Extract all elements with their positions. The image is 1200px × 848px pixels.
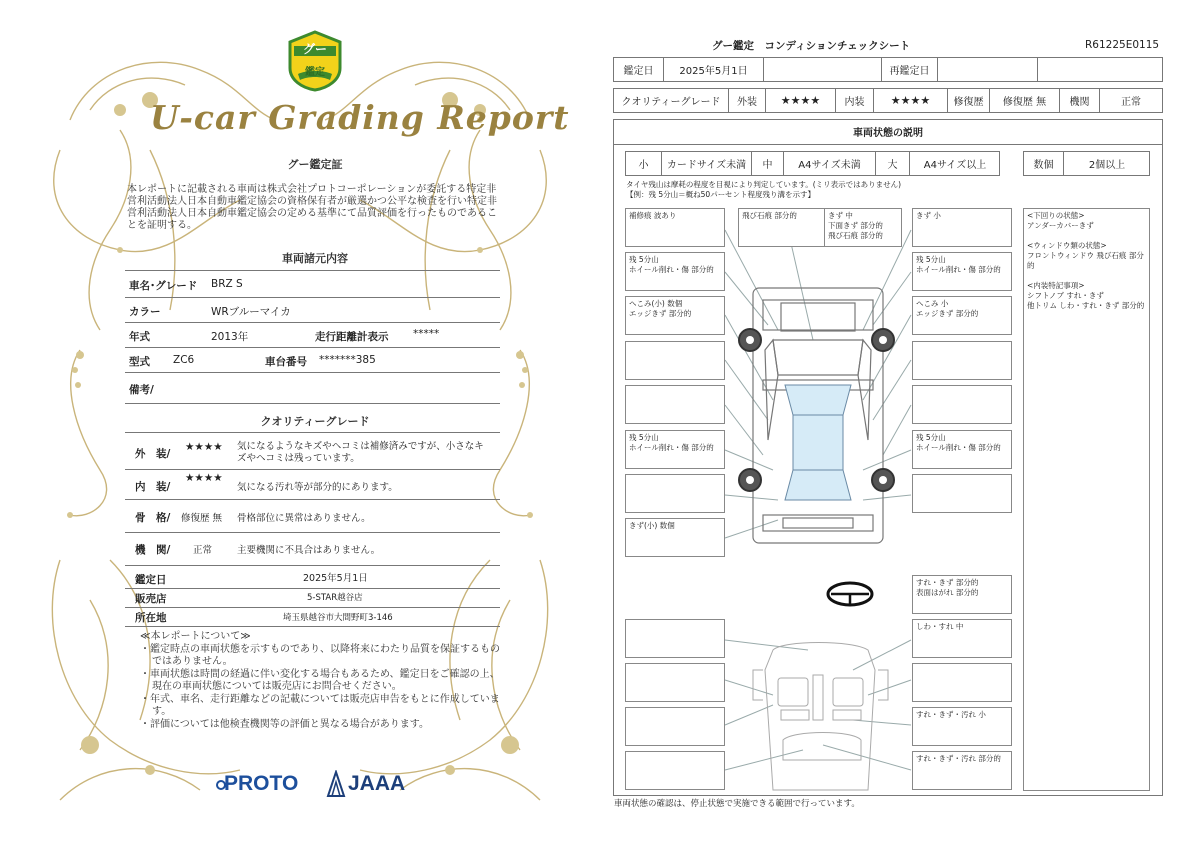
report-notes [140,631,500,731]
redate-label: 再鑑定日 [882,58,938,81]
count-desc: 2個以上 [1088,160,1126,171]
exterior-stars: ★★★★ [185,441,223,453]
address-label: 所在地 [135,612,167,624]
color-label: カラー [129,306,161,318]
year-label: 年式 [129,331,150,343]
count-legend [1023,151,1150,176]
damage-note-right [912,341,1012,380]
model-label: 型式 [129,356,150,368]
info-row-date [125,566,500,589]
damage-note-left: 残 5分山 ホイール削れ・傷 部分的 [625,252,725,291]
damage-note-left: 補修痕 波あり [625,208,725,247]
cert-date-value: 2025年5月1日 [303,573,368,584]
size-legend [625,151,1000,176]
interior-note-right: すれ・きず・汚れ 小 [912,707,1012,746]
footer-logos [210,768,410,804]
size-mid-desc: A4サイズ未満 [784,152,876,175]
sheet-engine-value: 正常 [1121,97,1141,108]
sheet-number: R61225E0115 [1085,39,1160,51]
engine-text: 主要機関に不具合はありません。 [237,545,381,556]
interior-stars: ★★★★ [185,472,223,484]
note-item: ・評価については他検査機関等の評価と異なる場合があります。 [140,718,429,730]
color-value: WRブルーマイカ [211,306,291,318]
date-row [613,57,1163,82]
spec-row-name [125,270,500,298]
count-label: 数個 [1024,152,1064,175]
damage-note-left: へこみ(小) 数個 エッジきず 部分的 [625,296,725,335]
note-item: ・鑑定時点の車両状態を示すものであり、以降将来にわたり品質を保証するものではありません。 [140,643,500,667]
size-mid: 中 [752,152,784,175]
chassis-label: 車台番号 [265,356,307,368]
redate-value [938,58,1038,81]
spec-row-color [125,297,500,323]
remarks-label: 備考/ [129,384,154,396]
quality-heading: クオリティーグレード [260,415,370,428]
note-item: ・車両状態は時間の経過に伴い変化する場合もあるため、鑑定日をご確認の上、現在の車両状態については販売店にお問合せください。 [140,668,500,692]
interior-note-right: しわ・すれ 中 [912,619,1012,658]
size-large-desc: A4サイズ以上 [923,160,987,171]
script-title: U-car Grading Report [150,98,570,137]
sheet-interior-label: 内装 [836,89,874,112]
engine-label: 機 関/ [135,544,171,556]
frame-text: 骨格部位に異常はありません。 [237,513,371,524]
size-large: 大 [876,152,910,175]
sheet-interior-stars: ★★★★ [874,89,948,112]
interior-note-left [625,619,725,658]
certificate-intro: 本レポートに記載される車両は株式会社プロトコーポレーションが委託する特定非営利活動法人日本自動車鑑定協会の資格保有者が厳選かつ公平な検査を行い特定非営利活動法人日本自動車鑑定協会の定める基準にて品質評価を行ったものであることを証明する。 [127,184,497,231]
condition-heading: 車両状態の説明 [613,119,1163,145]
interior-note-left [625,663,725,702]
spec-row-remarks [125,373,500,404]
damage-note-left [625,385,725,424]
repair-label: 修復歴 [948,89,990,112]
interior-note-right: すれ・きず・汚れ 部分的 [912,751,1012,790]
spec-row-year [125,323,500,348]
sheet-engine-label: 機関 [1060,89,1100,112]
mileage-label: 走行距離計表示 [315,331,389,343]
special-notes: <下回りの状態> アンダーカバーきず <ウィンドウ類の状態> フロントウィンドウ 飛び石痕 部分的 <内装特記事項> シフトノブ すれ・きず 他トリム しわ・すれ・きず 部分的 [1023,208,1150,791]
blank-cell [764,58,882,81]
note-item: ・年式、車名、走行距離などの記載については販売店申告をもとに作成しています。 [140,693,500,717]
info-row-address [125,608,500,627]
address-value: 埼玉県越谷市大間野町3-146 [283,613,393,623]
quality-row-exterior [125,432,500,470]
damage-note-left [625,474,725,513]
sheet-date-value: 2025年5月1日 [664,58,764,81]
interior-label: 内 装/ [135,481,171,493]
chassis-value: *******385 [319,354,376,366]
interior-text: 気になる汚れ等が部分的にあります。 [237,482,398,493]
damage-note-right: 残 5分山 ホイール削れ・傷 部分的 [912,252,1012,291]
model-value: ZC6 [173,354,195,366]
spec-row-model [125,348,500,373]
quality-row-interior [125,469,500,500]
damage-note-top-center: きず 中 下面きず 部分的 飛び石痕 部分的 [824,208,902,247]
size-small: 小 [626,152,662,175]
shop-label: 販売店 [135,593,167,605]
interior-note-left [625,751,725,790]
damage-note-left: きず(小) 数個 [625,518,725,557]
quality-row-engine [125,533,500,566]
sheet-exterior-stars: ★★★★ [766,89,836,112]
quality-label: クオリティーグレード [614,89,729,112]
damage-note-left: 残 5分山 ホイール削れ・傷 部分的 [625,430,725,469]
jaaa-mark-icon [326,770,346,798]
frame-value: 修復歴 無 [181,513,223,524]
exterior-text: 気になるようなキズやヘコミは補修済みですが、小さなキズやヘコミは残っています。 [237,441,484,464]
frame-label: 骨 格/ [135,512,171,524]
sheet-date-label: 鑑定日 [614,58,664,81]
damage-note-top: 飛び石痕 部分的 [738,208,838,247]
badge-text-kantei: 鑑定 [305,67,325,78]
shop-value: 5-STAR越谷店 [307,593,363,603]
damage-note-right: きず 小 [912,208,1012,247]
interior-note-left [625,707,725,746]
damage-note-right: へこみ 小 エッジきず 部分的 [912,296,1012,335]
info-row-shop [125,589,500,608]
cert-date-label: 鑑定日 [135,574,167,586]
repair-value: 修復歴 無 [990,89,1060,112]
proto-logo: PROTO [224,772,299,795]
sheet-footer: 車両状態の確認は、停止状態で実施できる範囲で行っています。 [614,799,860,809]
badge-text-goo: グー [302,42,327,56]
name-grade-value: BRZ S [211,278,243,290]
damage-note-right: 残 5分山 ホイール削れ・傷 部分的 [912,430,1012,469]
quality-row-frame [125,500,500,533]
quality-row [613,88,1163,113]
size-small-desc: カードサイズ未満 [662,152,752,175]
damage-note-right [912,385,1012,424]
damage-note-left [625,341,725,380]
engine-value: 正常 [193,545,213,556]
year-value: 2013年 [211,331,249,343]
notes-title: ≪本レポートについて≫ [140,631,251,642]
interior-note-right [912,663,1012,702]
sheet-exterior-label: 外装 [729,89,766,112]
specs-heading: 車両諸元内容 [282,252,348,265]
certificate-heading: グー鑑定証 [287,158,343,171]
name-grade-label: 車名･グレード [129,280,198,292]
tire-note-2: 【例：残 5分山＝概ね50パーセント程度残り溝を示す】 [626,190,816,199]
steering-note: すれ・きず 部分的 表面はがれ 部分的 [912,575,1012,614]
tire-note-1: タイヤ残山は摩耗の程度を目視により判定しています。(ミリ表示ではありません) [626,180,902,189]
jaaa-logo: JAAA [348,772,406,795]
sheet-title: グー鑑定 コンディションチェックシート [712,40,911,52]
damage-note-right [912,474,1012,513]
mileage-value: ***** [413,328,440,340]
exterior-label: 外 装/ [135,448,171,460]
